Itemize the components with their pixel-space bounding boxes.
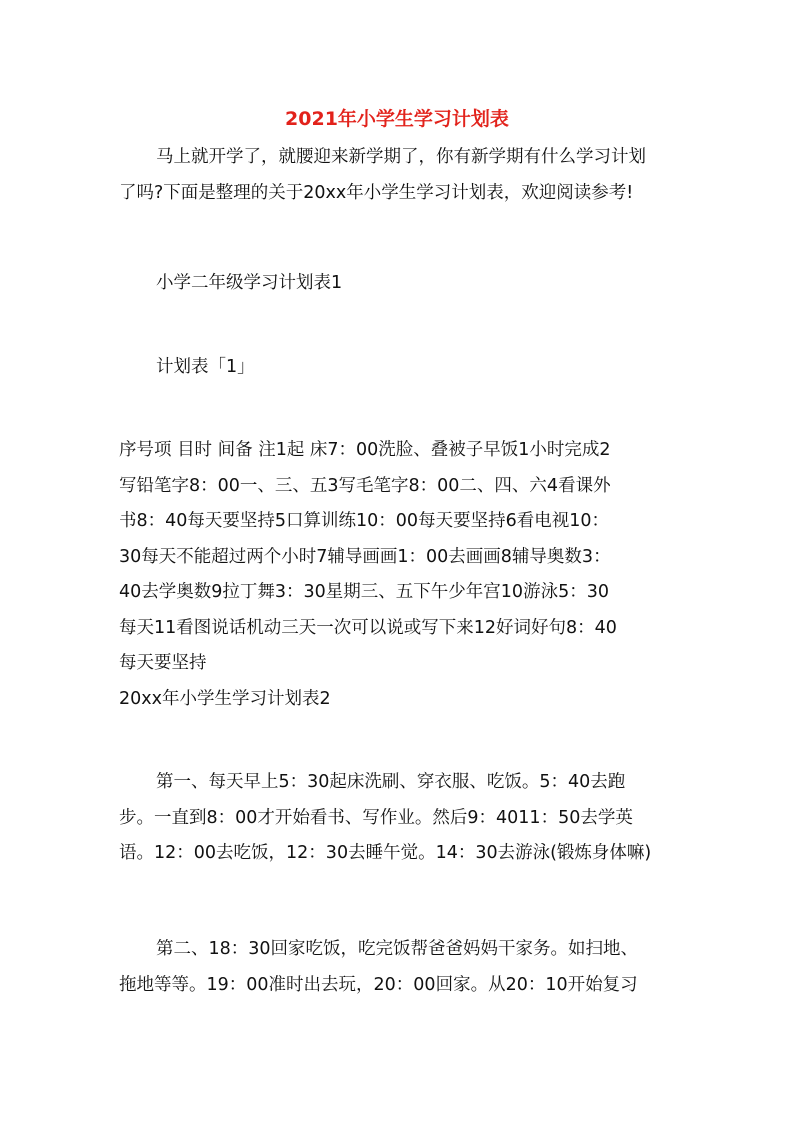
paragraph-first [119, 765, 679, 872]
table-last-text: 每天要坚持 [119, 653, 207, 673]
intro-paragraph [119, 140, 679, 211]
table-line: 序号项 目时 间备 注1起 床7：00洗脸、叠被子早饭1小时完成2 [119, 440, 611, 460]
table-line-last [119, 646, 679, 717]
section-heading [119, 266, 679, 302]
intro-line: 马上就开学了，就腰迎来新学期了，你有新学期有什么学习计划 [156, 147, 646, 167]
document-title: 2021年小学生学习计划表 [285, 108, 509, 130]
table-line: 写铅笔字8：00一、三、五3写毛笔字8：00二、四、六4看课外 [119, 475, 611, 496]
plan-table-heading [119, 350, 679, 386]
para-line: 第一、每天早上5：30起床洗刷、穿衣服、吃饭。5：40去跑 [156, 772, 626, 792]
plan-table-content [119, 433, 679, 717]
section-heading-2: 20xx年小学生学习计划表2 [119, 688, 331, 709]
section-heading-text: 小学二年级学习计划表1 [156, 273, 343, 293]
table-line: 每天11看图说话机动三天一次可以说或写下来12好词好句8：40 [119, 617, 617, 638]
para-line: 步。一直到8：00才开始看书、写作业。然后9：4011：50去学英 [119, 807, 633, 828]
para-line: 拖地等等。19：00准时出去玩，20：00回家。从20：10开始复习 [119, 974, 638, 995]
table-line: 书8：40每天要坚持5口算训练10：00每天要坚持6看电视10： [119, 511, 609, 531]
paragraph-second [119, 932, 679, 1003]
para-line: 语。12：00去吃饭，12：30去睡午觉。14：30去游泳(锻炼身体嘛) [119, 843, 652, 863]
plan-table-heading-text: 计划表「1」 [156, 357, 255, 377]
intro-line: 了吗?下面是整理的关于20xx年小学生学习计划表，欢迎阅读参考! [119, 182, 634, 203]
para-line: 第二、18：30回家吃饭，吃完饭帮爸爸妈妈干家务。如扫地、 [156, 939, 639, 959]
table-line: 30每天不能超过两个小时7辅导画画1：00去画画8辅导奥数3： [119, 546, 611, 567]
table-line: 40去学奥数9拉丁舞3：30星期三、五下午少年宫10游泳5：30 [119, 582, 609, 602]
